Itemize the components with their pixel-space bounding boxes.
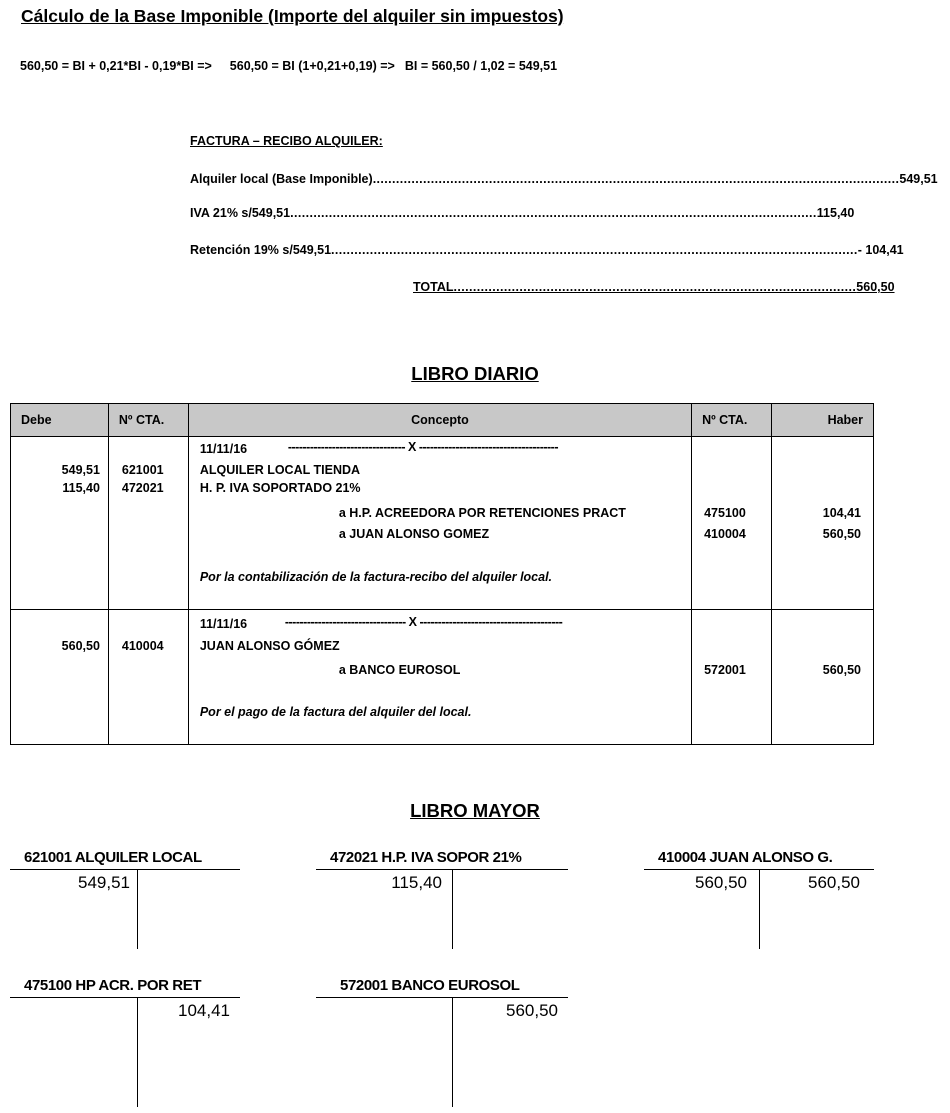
formula-part-1: 560,50 = BI + 0,21*BI - 0,19*BI => <box>20 59 212 73</box>
cta-debe-value: 410004 <box>121 639 164 653</box>
formula-line <box>20 59 557 73</box>
haber-value: 560,50 <box>822 663 861 677</box>
t-account-haber: 560,50 <box>506 1001 558 1020</box>
header-cta-debe: Nº CTA. <box>108 404 188 437</box>
entry-note: Por la contabilización de la factura-recibo del alquiler local. <box>199 570 553 584</box>
concepto-debe: JUAN ALONSO GÓMEZ <box>199 639 340 653</box>
concepto-debe: ALQUILER LOCAL TIENDA <box>199 463 361 477</box>
factura-line-amount: 549,51 <box>899 172 938 186</box>
formula-part-3: BI = 560,50 / 1,02 = 549,51 <box>404 59 558 73</box>
t-account-debe: 560,50 <box>695 873 747 892</box>
t-account-debe: 115,40 <box>391 873 442 892</box>
t-account-horizontal-line <box>316 869 568 870</box>
t-account-vertical-line <box>452 997 453 1107</box>
factura-line <box>190 172 938 186</box>
entry-date: 11/11/16 <box>199 617 248 631</box>
debe-value: 115,40 <box>62 481 100 495</box>
t-account-haber: 560,50 <box>808 873 860 892</box>
cta-haber-value: 572001 <box>704 663 746 677</box>
cta-debe-value: 472021 <box>121 481 164 495</box>
t-account-vertical-line <box>759 869 760 949</box>
header-debe: Debe <box>11 404 109 437</box>
t-account-horizontal-line <box>10 997 240 998</box>
concepto-debe: H. P. IVA SOPORTADO 21% <box>199 481 361 495</box>
libro-mayor-title: LIBRO MAYOR <box>410 800 540 821</box>
factura-line <box>190 206 855 220</box>
libro-diario-title: LIBRO DIARIO <box>411 363 539 384</box>
factura-total <box>413 280 895 294</box>
entry-date: 11/11/16 <box>199 442 248 456</box>
t-account-debe: 549,51 <box>78 873 130 892</box>
haber-value: 560,50 <box>822 527 861 541</box>
t-account-title: 621001 ALQUILER LOCAL <box>24 849 202 866</box>
concepto-haber: a JUAN ALONSO GOMEZ <box>338 527 490 541</box>
header-concepto: Concepto <box>188 404 691 437</box>
concepto-haber: a BANCO EUROSOL <box>338 663 461 677</box>
table-row <box>11 437 874 610</box>
t-account-title: 572001 BANCO EUROSOL <box>340 977 520 994</box>
calculo-title: Cálculo de la Base Imponible (Importe del alquiler sin impuestos) <box>21 6 564 26</box>
factura-line-label: IVA 21% s/549,51 <box>190 206 291 220</box>
table-row <box>11 610 874 745</box>
libro-diario-table <box>10 403 874 745</box>
t-account-haber: 104,41 <box>178 1001 230 1020</box>
t-account-horizontal-line <box>10 869 240 870</box>
factura-line-label: Alquiler local (Base Imponible) <box>190 172 373 186</box>
dot-leader: ........................................................................................................ <box>453 280 857 294</box>
cta-debe-value: 621001 <box>121 463 164 477</box>
t-account-horizontal-line <box>316 997 568 998</box>
debe-value: 549,51 <box>61 463 100 477</box>
t-account-title: 475100 HP ACR. POR RET <box>24 977 202 994</box>
entry-note: Por el pago de la factura del alquiler del local. <box>199 705 472 719</box>
t-account-vertical-line <box>137 869 138 949</box>
t-account-vertical-line <box>452 869 453 949</box>
t-account-title: 472021 H.P. IVA SOPOR 21% <box>330 849 522 866</box>
factura-line-label: Retención 19% s/549,51 <box>190 243 332 257</box>
formula-part-2: 560,50 = BI (1+0,21+0,19) => <box>229 59 395 73</box>
header-cta-haber: Nº CTA. <box>692 404 772 437</box>
dot-leader: ........................................................................................................................................ <box>331 243 858 257</box>
factura-line-amount: - 104,41 <box>857 243 904 257</box>
factura-line <box>190 243 904 257</box>
header-haber: Haber <box>772 404 874 437</box>
factura-line-amount: 115,40 <box>816 206 855 220</box>
cta-haber-value: 475100 <box>704 506 746 520</box>
entry-separator: --------------------------------- X --------------------------------------- <box>284 615 563 629</box>
factura-title: FACTURA – RECIBO ALQUILER: <box>190 134 383 148</box>
t-account-vertical-line <box>137 997 138 1107</box>
entry-separator: -------------------------------- X -------------------------------------- <box>287 440 559 454</box>
debe-value: 560,50 <box>61 639 100 653</box>
factura-total-label: TOTAL <box>413 280 454 294</box>
t-account-title: 410004 JUAN ALONSO G. <box>658 849 833 866</box>
table-header-row <box>11 404 874 437</box>
haber-value: 104,41 <box>822 506 861 520</box>
dot-leader: ........................................................................................................................................ <box>372 172 900 186</box>
dot-leader: ........................................................................................................................................ <box>290 206 817 220</box>
concepto-haber: a H.P. ACREEDORA POR RETENCIONES PRACT <box>338 506 626 520</box>
factura-total-amount: 560,50 <box>856 280 895 294</box>
cta-haber-value: 410004 <box>704 527 746 541</box>
